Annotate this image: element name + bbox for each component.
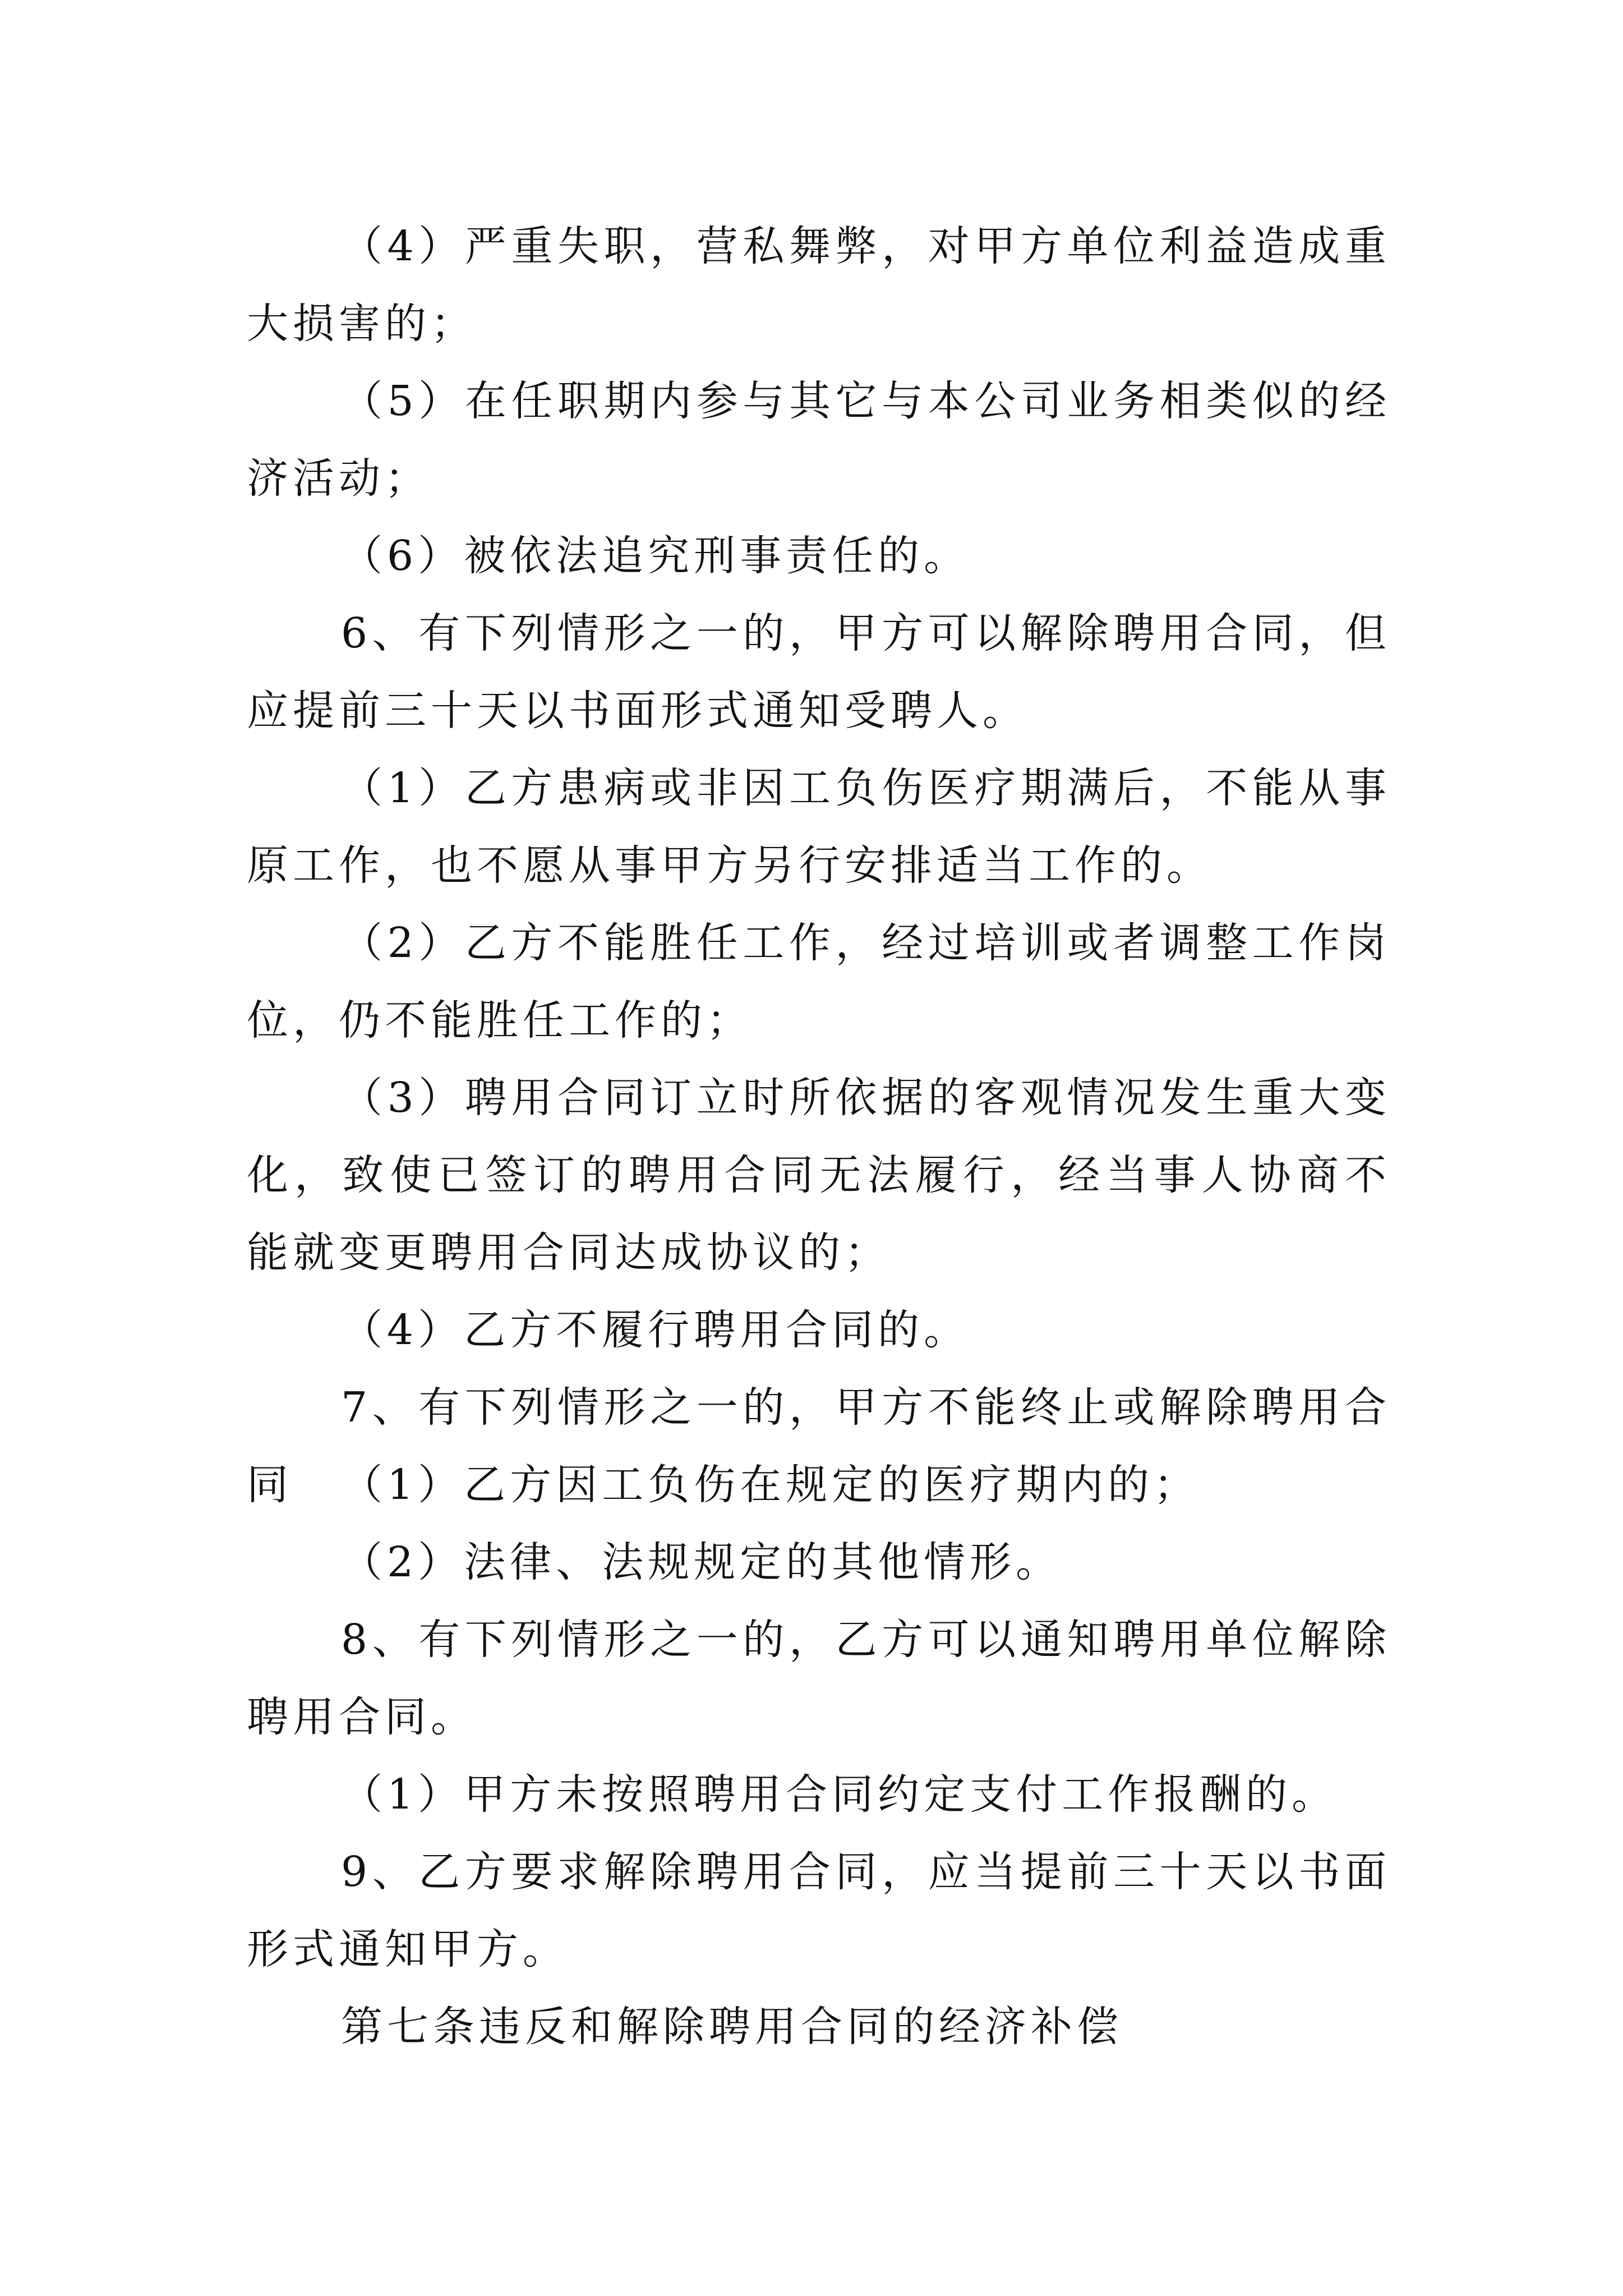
paragraph-item-4-misconduct: （4）严重失职，营私舞弊，对甲方单位利益造成重大损害的； (247, 222, 1391, 348)
paragraph-clause-7: 7、有下列情形之一的，甲方不能终止或解除聘用合同 (247, 1383, 1391, 1509)
paragraph-clause-8-item-1: （1）甲方未按照聘用合同约定支付工作报酬的。 (341, 1770, 1338, 1819)
paragraph-clause-8: 8、有下列情形之一的，乙方可以通知聘用单位解除聘用合同。 (247, 1616, 1391, 1741)
paragraph-clause-7-item-2: （2）法律、法规规定的其他情形。 (341, 1538, 1062, 1586)
paragraph-clause-6: 6、有下列情形之一的，甲方可以解除聘用合同，但应提前三十天以书面形式通知受聘人。 (247, 609, 1391, 735)
paragraph-clause-7-item-1: （1）乙方因工负伤在规定的医疗期内的； (341, 1461, 1200, 1509)
paragraph-clause-6-item-3: （3）聘用合同订立时所依据的客观情况发生重大变化，致使已签订的聘用合同无法履行，经当事人协商不能就变更聘用合同达成协议的； (247, 1074, 1391, 1277)
paragraph-clause-6-item-1: （1）乙方患病或非因工负伤医疗期满后，不能从事原工作，也不愿从事甲方另行安排适当工作的。 (247, 764, 1391, 890)
paragraph-clause-6-item-4: （4）乙方不履行聘用合同的。 (341, 1306, 970, 1354)
paragraph-clause-6-item-2: （2）乙方不能胜任工作，经过培训或者调整工作岗位，仍不能胜任工作的； (247, 919, 1391, 1045)
paragraph-clause-9: 9、乙方要求解除聘用合同，应当提前三十天以书面形式通知甲方。 (247, 1848, 1391, 1973)
paragraph-article-7-heading: 第七条违反和解除聘用合同的经济补偿 (341, 2003, 1123, 2051)
paragraph-item-5-competing-business: （5）在任职期内参与其它与本公司业务相类似的经济活动； (247, 377, 1391, 503)
paragraph-item-6-criminal-liability: （6）被依法追究刑事责任的。 (341, 532, 970, 580)
